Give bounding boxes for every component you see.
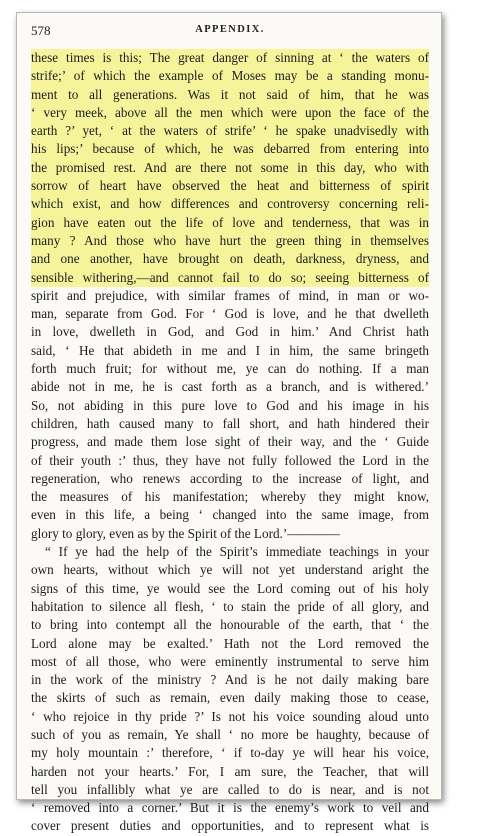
text-line: spirit and prejudice, with similar frames of mind, in man or wo-	[31, 287, 429, 303]
text-line: my holy mountain :’ therefore, ‘ if to-day ye will hear his voice,	[31, 745, 429, 761]
text-line: the measures of his manifestation; whereby they might know,	[31, 489, 429, 505]
text-line: glory to glory, even as by the Spirit of the Lord.’————	[31, 525, 340, 541]
text-line: “ If ye had the help of the Spirit’s immediate teachings in your	[45, 544, 429, 560]
highlighted-text-line: ‘ very meek, above all the men which were upon the face of the	[31, 104, 429, 122]
text-line: own hearts, without which ye will not yet understand aright the	[31, 562, 429, 578]
book-page	[16, 12, 442, 834]
text-line: ‘ removed into a corner.’ But it is the enemy’s work to veil and	[31, 800, 429, 816]
text-line: in the work of the ministry ? And is he not daily making bare	[31, 672, 429, 688]
text-line: tell you infallibly what ye are called to do is near, and is not	[31, 781, 429, 797]
highlighted-text-line: sensible withering,—and cannot fail to do so; seeing bitterness of	[31, 269, 429, 287]
text-line: most of all those, who were eminently instrumental to serve him	[31, 653, 429, 669]
text-line: the skirts of such as remain, even daily making those to cease,	[31, 690, 429, 706]
text-line: Lord alone may be exalted.’ Hath not the Lord removed the	[31, 635, 429, 651]
text-line: So, not abiding in this pure love to God and his image in his	[31, 397, 429, 413]
highlighted-text-line: strife;’ of which the example of Moses may be a standing monu-	[31, 67, 429, 85]
text-line: cover present duties and opportunities, and to represent what is	[31, 818, 429, 834]
text-line: said, ‘ He that abideth in me and I in him, the same bringeth	[31, 342, 429, 358]
text-line: harden not your hearts.’ For, I am sure, the Teacher, that will	[31, 763, 429, 779]
text-line: children, hath caused many to fall short, and hath hindered their	[31, 415, 429, 431]
text-line: even in this life, a being ‘ changed into the same image, from	[31, 507, 429, 523]
highlighted-text-line: gion have eaten out the life of love and tenderness, that was in	[31, 214, 429, 232]
text-line: progress, and made them lose sight of their way, and the ‘ Guide	[31, 434, 429, 450]
highlighted-text-line: ment to all generations. Was it not said of him, that he was	[31, 86, 429, 104]
text-line: to bring into contempt all the honourable of the earth, that ‘ the	[31, 617, 429, 633]
running-title: APPENDIX.	[195, 24, 265, 35]
text-line: in love, dwelleth in God, and God in him.’ And Christ hath	[31, 324, 429, 340]
page-header	[31, 23, 429, 41]
text-line: man, separate from God. For ‘ God is love, and he that dwelleth	[31, 306, 429, 322]
text-line: of their youth :’ thus, they have not fully followed the Lord in the	[31, 452, 429, 468]
text-line: habitation to silence all flesh, ‘ to stain the pride of all glory, and	[31, 598, 429, 614]
highlighted-text-line: and one another, have brought on death, darkness, dryness, and	[31, 250, 429, 268]
text-line: abide not in me, he is cast forth as a branch, and is withered.’	[31, 379, 429, 395]
highlighted-text-line: the promised rest. And are there not some in this day, who with	[31, 159, 429, 177]
highlighted-text-line: which exist, and how differences and controversy concerning reli-	[31, 195, 429, 213]
text-line: ‘ who rejoice in thy pride ?’ Is not his voice sounding aloud unto	[31, 708, 429, 724]
highlighted-text-line: these times is this; The great danger of sinning at ‘ the waters of	[31, 49, 429, 67]
highlighted-text-line: sorrow of heart have observed the heat and bitterness of spirit	[31, 177, 429, 195]
text-line: signs of this time, ye would see the Lord coming out of his holy	[31, 580, 429, 596]
text-line: forth much fruit; for without me, ye can do nothing. If a man	[31, 361, 429, 377]
text-line: such of you as remain, Ye shall ‘ no more be haughty, because of	[31, 726, 429, 742]
page-body-text	[31, 49, 429, 836]
highlighted-text-line: his lips;’ because of which, he was debarred from entering into	[31, 140, 429, 158]
highlighted-text-line: many ? And those who have hurt the green thing in themselves	[31, 232, 429, 250]
page-number: 578	[31, 23, 51, 38]
highlighted-text-line: earth ?’ yet, ‘ at the waters of strife’ ‘ he spake unadvisedly with	[31, 122, 429, 140]
text-line: regeneration, who renews according to the increase of light, and	[31, 470, 429, 486]
